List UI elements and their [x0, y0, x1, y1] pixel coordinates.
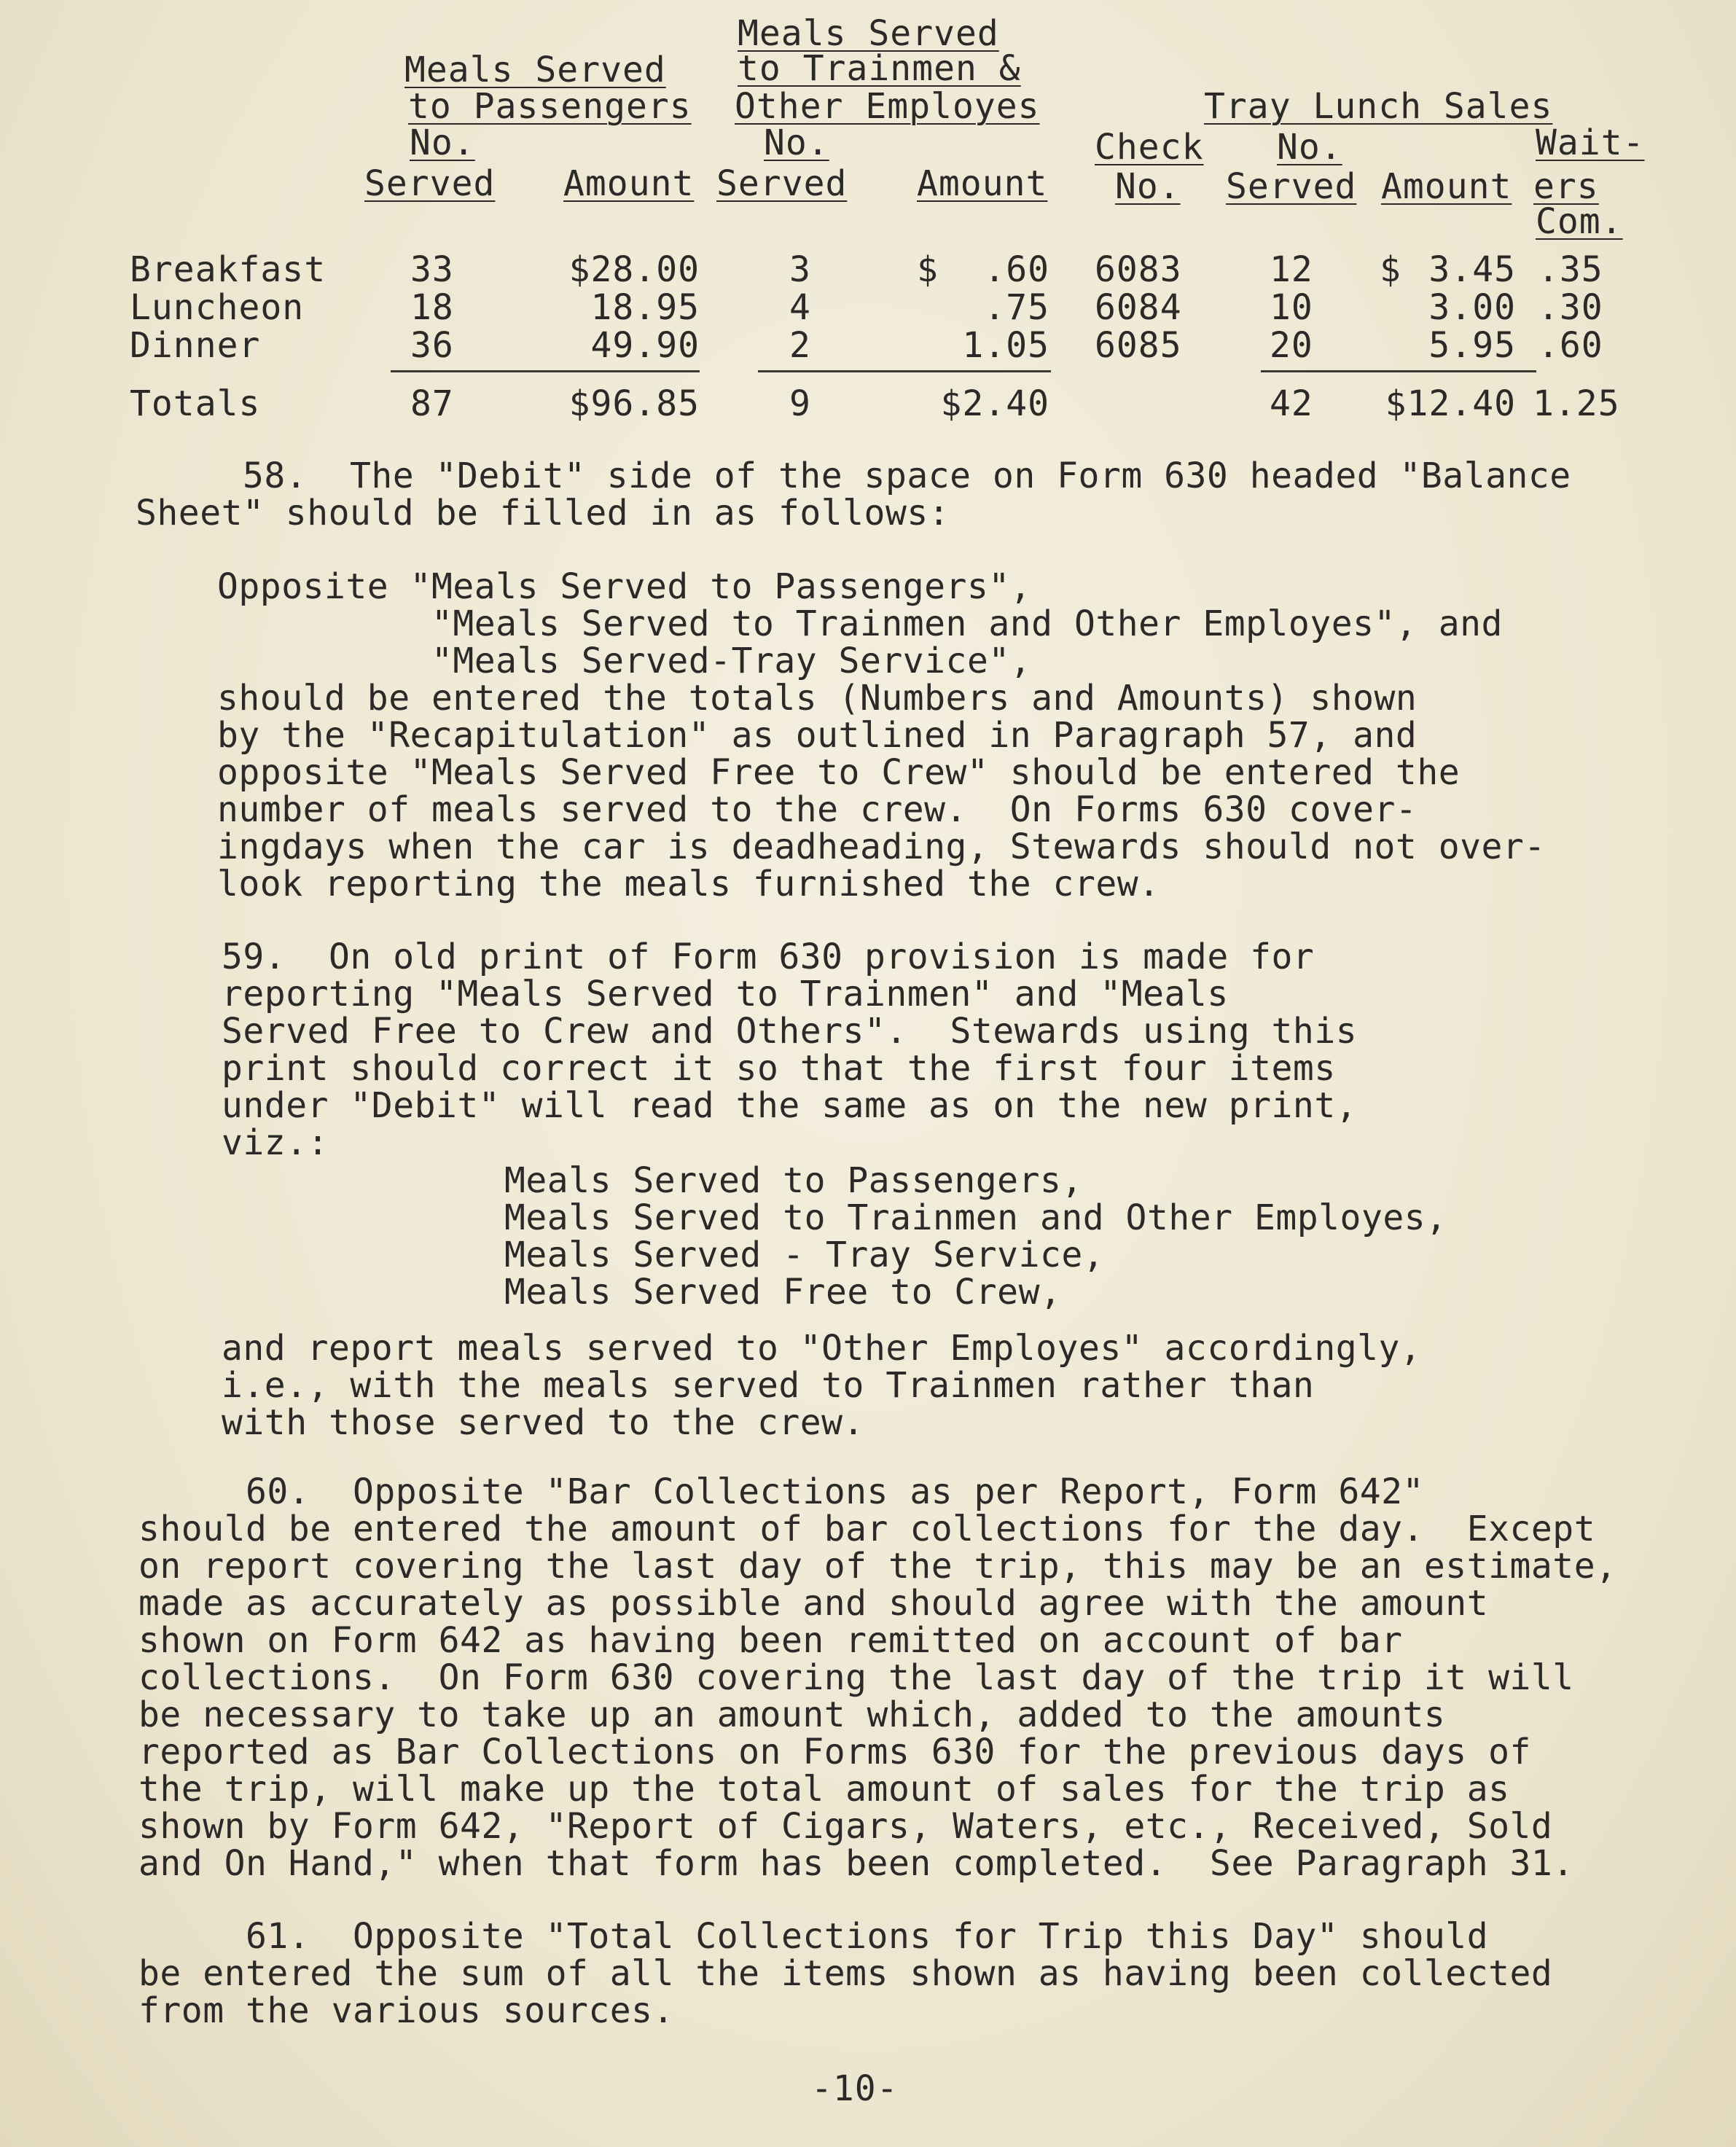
cell-tray-no: 10 [1270, 287, 1313, 328]
header-waiters-line2: ers [1533, 166, 1599, 207]
header-served-trainmen: Served [716, 163, 848, 204]
header-served-passengers: Served [364, 163, 496, 204]
header-check-no: No. [1115, 166, 1181, 207]
cell-trainmen-no: 2 [789, 325, 811, 366]
header-amount-tray: Amount [1381, 166, 1512, 207]
cell-passengers-amount: $28.00 [568, 249, 700, 290]
header-amount-trainmen: Amount [917, 163, 1048, 204]
paragraph-59-body: 59. On old print of Form 630 provision is made for reporting "Meals Served to Trainmen" and "Meals Served Free to Crew and Others". Stewards using this print should correct it so that the first four items under "Debit" will read the same as on the new print, viz.: [222, 936, 1358, 1163]
cell-tray-amount: 3.00 [1428, 287, 1516, 328]
cell-passengers-no: 18 [410, 287, 454, 328]
paragraph-61: 61. Opposite "Total Collections for Trip this Day" should be entered the sum of all the items shown as having been collected from the various sources. [138, 1916, 1553, 2031]
cell-passengers-amount: 49.90 [590, 325, 700, 366]
header-waiters-line3: Com. [1536, 201, 1623, 242]
cell-waiters-com: .30 [1538, 287, 1603, 328]
total-trainmen-amount: $2.40 [940, 383, 1049, 424]
row-label: Dinner [130, 325, 261, 366]
cell-trainmen-amount: .75 [984, 287, 1049, 328]
paragraph-59-tail: and report meals served to "Other Employes" accordingly, i.e., with the meals served to Trainmen rather than with those served to the crew. [222, 1328, 1422, 1443]
total-waiters-com: 1.25 [1533, 383, 1620, 424]
paragraph-59-list: Meals Served to Passengers, Meals Served to Trainmen and Other Employes, Meals Served - Tray Service, Meals Served Free to Crew, [504, 1160, 1447, 1313]
paragraph-58-intro: 58. The "Debit" side of the space on Form 630 headed "Balance Sheet" should be filled in as follows: [136, 455, 1571, 533]
cell-tray-amount: 3.45 [1428, 249, 1516, 290]
totals-label: Totals [130, 383, 261, 424]
cell-check-no: 6085 [1095, 325, 1182, 366]
total-passengers-amount: $96.85 [568, 383, 700, 424]
cell-passengers-amount: 18.95 [590, 287, 700, 328]
cell-tray-amount: 5.95 [1428, 325, 1516, 366]
cell-trainmen-amount: 1.05 [962, 325, 1049, 366]
cell-passengers-no: 36 [410, 325, 454, 366]
paragraph-58-body: Opposite "Meals Served to Passengers", "Meals Served to Trainmen and Other Employes", and "Meals Served-Tray Service", should be entered the totals (Numbers and Amounts) shown by the "Recapitulation" as outlined in Paragraph 57, and opposite "Meals Served Free to Crew" should be entered the number of meals served to the crew. On Forms 630 cover- ingdays when the car is deadheading, Stewards should not over- look reporting the meals furnished the crew. [217, 566, 1546, 904]
cell-waiters-com: .35 [1538, 249, 1603, 290]
header-served-tray: Served [1226, 166, 1357, 207]
header-no-tray: No. [1277, 127, 1342, 168]
cell-tray-no: 12 [1270, 249, 1313, 290]
header-trainmen-line1: Meals Served [738, 13, 999, 54]
header-no-passengers: No. [410, 122, 475, 163]
cell-trainmen-no: 3 [789, 249, 811, 290]
cell-tray-no: 20 [1270, 325, 1313, 366]
header-trainmen-line3: Other Employes [735, 86, 1040, 127]
header-passengers-line2: to Passengers [408, 86, 692, 127]
total-rule-passengers [391, 370, 700, 372]
paragraph-60: 60. Opposite "Bar Collections as per Report, Form 642" should be entered the amount of bar collections for the day. Except on report covering the last day of the trip, this may be an estimate, made as accurately as possible and should agree with the amount shown on Form 642 as having been remitted on account of bar collections. On Form 630 covering the last day of the trip it will be necessary to take up an amount which, added to the amounts reported as Bar Collections on Forms 630 for the previous days of the trip, will make up the total amount of sales for the trip as shown by Form 642, "Report of Cigars, Waters, etc., Received, Sold and On Hand," when that form has been completed. See Paragraph 31. [138, 1471, 1617, 1884]
total-rule-tray [1261, 370, 1536, 372]
cell-passengers-no: 33 [410, 249, 454, 290]
header-tray: Tray Lunch Sales [1204, 86, 1553, 127]
header-amount-passengers: Amount [563, 163, 695, 204]
total-tray-no: 42 [1270, 383, 1313, 424]
cell-trainmen-currency: $ [917, 249, 939, 290]
header-waiters-line1: Wait- [1536, 122, 1645, 163]
header-check: Check [1095, 127, 1204, 168]
header-passengers-line1: Meals Served [404, 50, 666, 90]
cell-waiters-com: .60 [1538, 325, 1603, 366]
cell-trainmen-no: 4 [789, 287, 811, 328]
cell-trainmen-amount: .60 [984, 249, 1049, 290]
row-label: Luncheon [130, 287, 305, 328]
total-passengers-no: 87 [410, 383, 454, 424]
row-label: Breakfast [130, 249, 327, 290]
total-tray-amount: $12.40 [1385, 383, 1516, 424]
header-trainmen-line2: to Trainmen & [738, 48, 1021, 89]
cell-tray-currency: $ [1380, 249, 1401, 290]
total-rule-trainmen [758, 370, 1051, 372]
cell-check-no: 6084 [1095, 287, 1182, 328]
cell-check-no: 6083 [1095, 249, 1182, 290]
header-no-trainmen: No. [764, 122, 829, 163]
page-number: -10- [811, 2068, 899, 2109]
total-trainmen-no: 9 [789, 383, 811, 424]
